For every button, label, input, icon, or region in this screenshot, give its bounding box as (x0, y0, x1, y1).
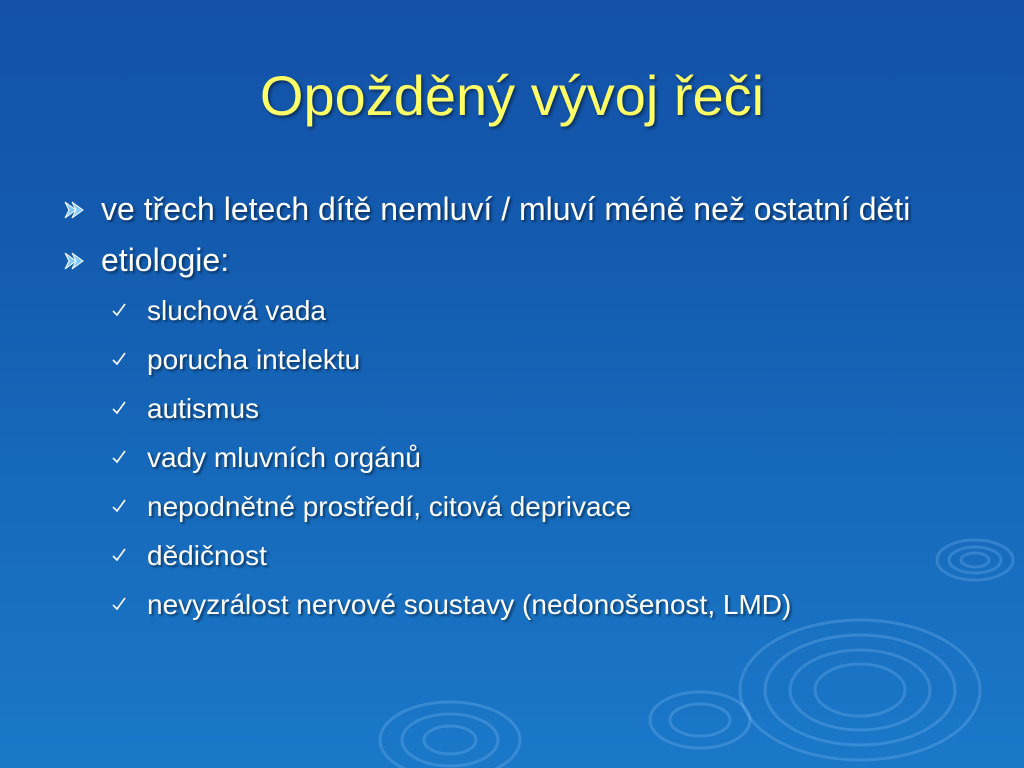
checkmark-icon (112, 351, 126, 367)
bullet-list (60, 186, 960, 629)
checkmark-icon (112, 400, 126, 416)
checkmark-icon (112, 547, 126, 563)
sub-bullet-item (60, 384, 960, 433)
checkmark-icon (112, 449, 126, 465)
sub-bullet-item (60, 286, 960, 335)
bullet-text: etiologie: (101, 242, 230, 278)
sub-bullet-text: nevyzrálost nervové soustavy (nedonošenost, LMD) (147, 589, 792, 620)
sub-bullet-text: nepodnětné prostředí, citová deprivace (147, 491, 632, 522)
sub-bullet-item (60, 482, 960, 531)
checkmark-icon (112, 302, 126, 318)
sub-bullet-text: sluchová vada (147, 295, 327, 326)
sub-bullet-text: autismus (147, 393, 260, 424)
sub-bullet-item (60, 433, 960, 482)
sub-bullet-item (60, 335, 960, 384)
sub-bullet-item (60, 531, 960, 580)
slide-title: Opožděný vývoj řeči (259, 64, 765, 127)
arrow-bullet-icon (63, 200, 85, 220)
sub-bullet-item (60, 580, 960, 629)
arrow-bullet-icon (63, 251, 85, 271)
sub-bullet-text: dědičnost (147, 540, 267, 571)
checkmark-icon (112, 596, 126, 612)
sub-bullet-text: vady mluvních orgánů (147, 442, 421, 473)
bullet-text: ve třech letech dítě nemluví / mluví méně než ostatní děti (101, 191, 911, 227)
sub-bullet-list (60, 286, 960, 629)
checkmark-icon (112, 498, 126, 514)
sub-bullet-text: porucha intelektu (147, 344, 361, 375)
bullet-item (60, 237, 960, 284)
bullet-item (60, 186, 960, 233)
